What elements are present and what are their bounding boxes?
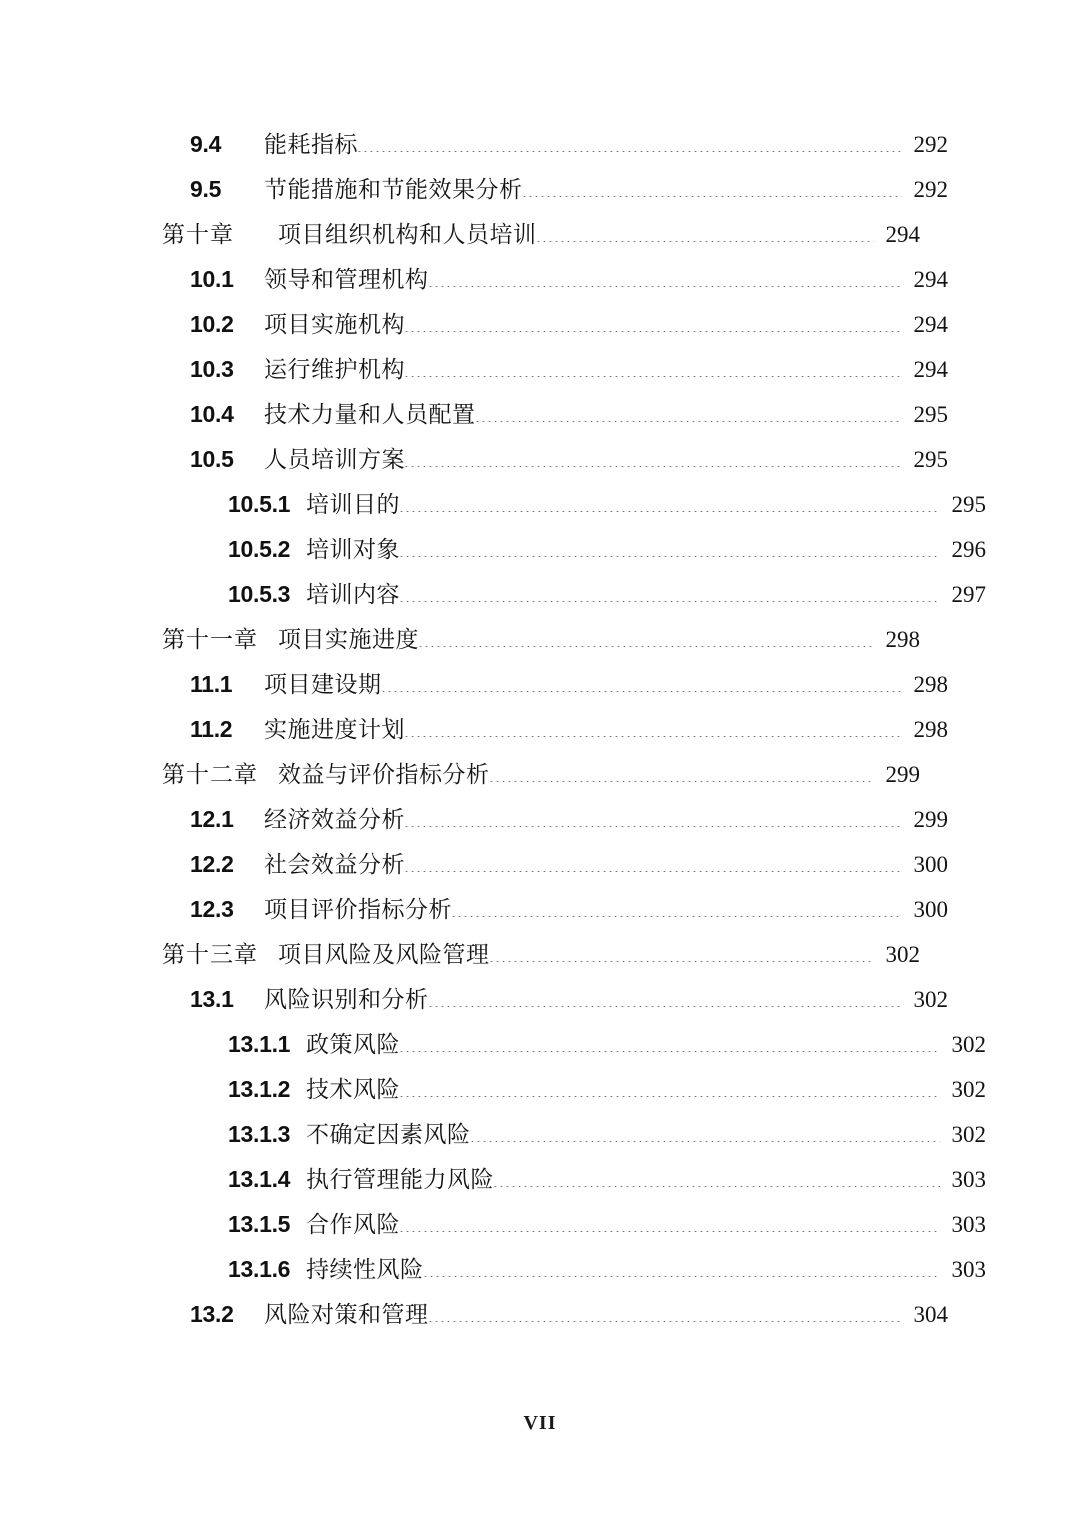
toc-entry-title: 实施进度计划 xyxy=(264,717,405,742)
toc-entry[interactable] xyxy=(162,171,948,216)
toc-entry-page-number: 302 xyxy=(951,1077,986,1102)
toc-entry-number: 13.1.2 xyxy=(228,1076,291,1102)
toc-entry-number: 11.2 xyxy=(190,716,233,742)
toc-entry-title: 项目评价指标分析 xyxy=(264,897,452,922)
toc-entry[interactable] xyxy=(162,621,920,666)
toc-dot-leader xyxy=(405,871,902,872)
toc-dot-leader xyxy=(382,691,903,692)
toc-entry[interactable] xyxy=(162,756,920,801)
toc-dot-leader xyxy=(400,1096,940,1097)
toc-entry[interactable] xyxy=(162,531,986,576)
toc-entry-number: 13.1.1 xyxy=(228,1031,291,1057)
toc-dot-leader xyxy=(405,376,902,377)
toc-entry-number: 10.3 xyxy=(190,356,234,382)
toc-entry-title: 技术风险 xyxy=(306,1077,400,1102)
toc-entry-page-number: 304 xyxy=(913,1302,948,1327)
toc-dot-leader xyxy=(429,286,903,287)
toc-entry-title: 培训目的 xyxy=(306,492,400,517)
toc-dot-leader xyxy=(424,1276,941,1277)
toc-dot-leader xyxy=(537,241,875,242)
toc-entry-page-number: 299 xyxy=(913,807,948,832)
toc-entry-page-number: 302 xyxy=(885,942,920,967)
toc-entry[interactable] xyxy=(162,711,948,756)
toc-entry-title: 风险识别和分析 xyxy=(264,987,429,1012)
toc-entry[interactable] xyxy=(162,576,986,621)
toc-dot-leader xyxy=(400,601,940,602)
toc-entry-title: 领导和管理机构 xyxy=(264,267,429,292)
toc-dot-leader xyxy=(405,466,902,467)
toc-dot-leader xyxy=(400,511,940,512)
toc-dot-leader xyxy=(358,151,902,152)
toc-dot-leader xyxy=(523,196,903,197)
toc-entry-title: 效益与评价指标分析 xyxy=(278,762,490,787)
toc-entry-page-number: 295 xyxy=(951,492,986,517)
toc-entry-title: 培训对象 xyxy=(306,537,400,562)
toc-dot-leader xyxy=(429,1006,903,1007)
toc-entry-title: 执行管理能力风险 xyxy=(306,1167,494,1192)
toc-entry[interactable] xyxy=(162,801,948,846)
toc-entry-number: 12.3 xyxy=(190,896,234,922)
toc-entry-title: 运行维护机构 xyxy=(264,357,405,382)
toc-entry[interactable] xyxy=(162,306,948,351)
toc-entry-title: 社会效益分析 xyxy=(264,852,405,877)
toc-entry-number: 第十三章 xyxy=(162,942,258,967)
toc-dot-leader xyxy=(494,1186,940,1187)
toc-entry[interactable] xyxy=(162,1071,986,1116)
toc-entry[interactable] xyxy=(162,891,948,936)
toc-entry-number: 11.1 xyxy=(190,671,233,697)
toc-entry-title: 培训内容 xyxy=(306,582,400,607)
toc-entry-title: 持续性风险 xyxy=(306,1257,424,1282)
toc-entry-title: 政策风险 xyxy=(306,1032,400,1057)
toc-dot-leader xyxy=(419,646,874,647)
toc-entry[interactable] xyxy=(162,936,920,981)
toc-entry[interactable] xyxy=(162,1296,948,1341)
toc-dot-leader xyxy=(476,421,903,422)
toc-entry-page-number: 302 xyxy=(913,987,948,1012)
toc-entry[interactable] xyxy=(162,261,948,306)
toc-entry-page-number: 292 xyxy=(913,177,948,202)
toc-entry-title: 技术力量和人员配置 xyxy=(264,402,476,427)
toc-entry[interactable] xyxy=(162,441,948,486)
toc-entry-page-number: 300 xyxy=(913,852,948,877)
toc-entry-page-number: 298 xyxy=(913,672,948,697)
toc-entry-number: 13.1.3 xyxy=(228,1121,291,1147)
toc-entry[interactable] xyxy=(162,1161,986,1206)
toc-entry[interactable] xyxy=(162,126,948,171)
toc-dot-leader xyxy=(471,1141,941,1142)
toc-entry-number: 13.1.4 xyxy=(228,1166,291,1192)
toc-dot-leader xyxy=(405,826,902,827)
toc-entry-page-number: 296 xyxy=(951,537,986,562)
toc-entry-page-number: 300 xyxy=(913,897,948,922)
toc-entry[interactable] xyxy=(162,1206,986,1251)
toc-entry-number: 第十一章 xyxy=(162,627,258,652)
toc-entry-page-number: 295 xyxy=(913,447,948,472)
toc-entry-number: 9.4 xyxy=(190,131,222,157)
toc-dot-leader xyxy=(405,331,902,332)
toc-entry-title: 项目实施机构 xyxy=(264,312,405,337)
toc-entry-page-number: 294 xyxy=(913,267,948,292)
toc-entry[interactable] xyxy=(162,351,948,396)
toc-entry[interactable] xyxy=(162,486,986,531)
toc-entry-page-number: 292 xyxy=(913,132,948,157)
toc-entry-page-number: 294 xyxy=(913,312,948,337)
toc-dot-leader xyxy=(452,916,902,917)
toc-entry-number: 第十章 xyxy=(162,222,234,247)
toc-entry-number: 13.1 xyxy=(190,986,234,1012)
page-folio-number: VII xyxy=(523,1412,557,1434)
toc-dot-leader xyxy=(405,736,902,737)
toc-entry-page-number: 294 xyxy=(885,222,920,247)
toc-entry-page-number: 299 xyxy=(885,762,920,787)
toc-entry[interactable] xyxy=(162,396,948,441)
toc-entry[interactable] xyxy=(162,846,948,891)
toc-entry-number: 10.5 xyxy=(190,446,234,472)
toc-entry-title: 节能措施和节能效果分析 xyxy=(264,177,523,202)
toc-entry-page-number: 302 xyxy=(951,1032,986,1057)
toc-entry-title: 不确定因素风险 xyxy=(306,1122,471,1147)
toc-entry-title: 合作风险 xyxy=(306,1212,400,1237)
toc-dot-leader xyxy=(490,781,875,782)
toc-entry-title: 项目风险及风险管理 xyxy=(278,942,490,967)
toc-entry-number: 13.1.5 xyxy=(228,1211,291,1237)
toc-entry-number: 13.1.6 xyxy=(228,1256,291,1282)
toc-entry-page-number: 298 xyxy=(885,627,920,652)
toc-entry-title: 能耗指标 xyxy=(264,132,358,157)
toc-entry[interactable] xyxy=(162,666,948,711)
toc-entry-page-number: 303 xyxy=(951,1257,986,1282)
toc-dot-leader xyxy=(400,1051,940,1052)
toc-entry[interactable] xyxy=(162,981,948,1026)
toc-entry-number: 10.5.1 xyxy=(228,491,291,517)
toc-entry-title: 项目实施进度 xyxy=(278,627,419,652)
toc-entry-number: 10.1 xyxy=(190,266,234,292)
toc-entry-page-number: 295 xyxy=(913,402,948,427)
toc-entry-title: 项目组织机构和人员培训 xyxy=(278,222,537,247)
toc-entry[interactable] xyxy=(162,1251,986,1296)
toc-entry-page-number: 297 xyxy=(951,582,986,607)
table-of-contents xyxy=(162,126,986,1341)
toc-entry-number: 10.5.2 xyxy=(228,536,291,562)
toc-entry[interactable] xyxy=(162,216,920,261)
toc-entry-number: 10.2 xyxy=(190,311,234,337)
toc-dot-leader xyxy=(400,1231,940,1232)
toc-entry-number: 第十二章 xyxy=(162,762,258,787)
toc-entry-page-number: 303 xyxy=(951,1212,986,1237)
toc-entry-title: 经济效益分析 xyxy=(264,807,405,832)
toc-entry-title: 风险对策和管理 xyxy=(264,1302,429,1327)
toc-entry-number: 12.1 xyxy=(190,806,234,832)
toc-entry[interactable] xyxy=(162,1026,986,1071)
toc-dot-leader xyxy=(400,556,940,557)
toc-entry-page-number: 302 xyxy=(951,1122,986,1147)
toc-entry-number: 12.2 xyxy=(190,851,234,877)
toc-entry-page-number: 294 xyxy=(913,357,948,382)
toc-entry-number: 13.2 xyxy=(190,1301,234,1327)
toc-entry-title: 人员培训方案 xyxy=(264,447,405,472)
toc-entry[interactable] xyxy=(162,1116,986,1161)
toc-entry-page-number: 298 xyxy=(913,717,948,742)
toc-dot-leader xyxy=(490,961,875,962)
toc-entry-number: 10.4 xyxy=(190,401,234,427)
toc-entry-title: 项目建设期 xyxy=(264,672,382,697)
toc-dot-leader xyxy=(429,1321,903,1322)
toc-entry-page-number: 303 xyxy=(951,1167,986,1192)
toc-entry-number: 9.5 xyxy=(190,176,222,202)
toc-entry-number: 10.5.3 xyxy=(228,581,291,607)
